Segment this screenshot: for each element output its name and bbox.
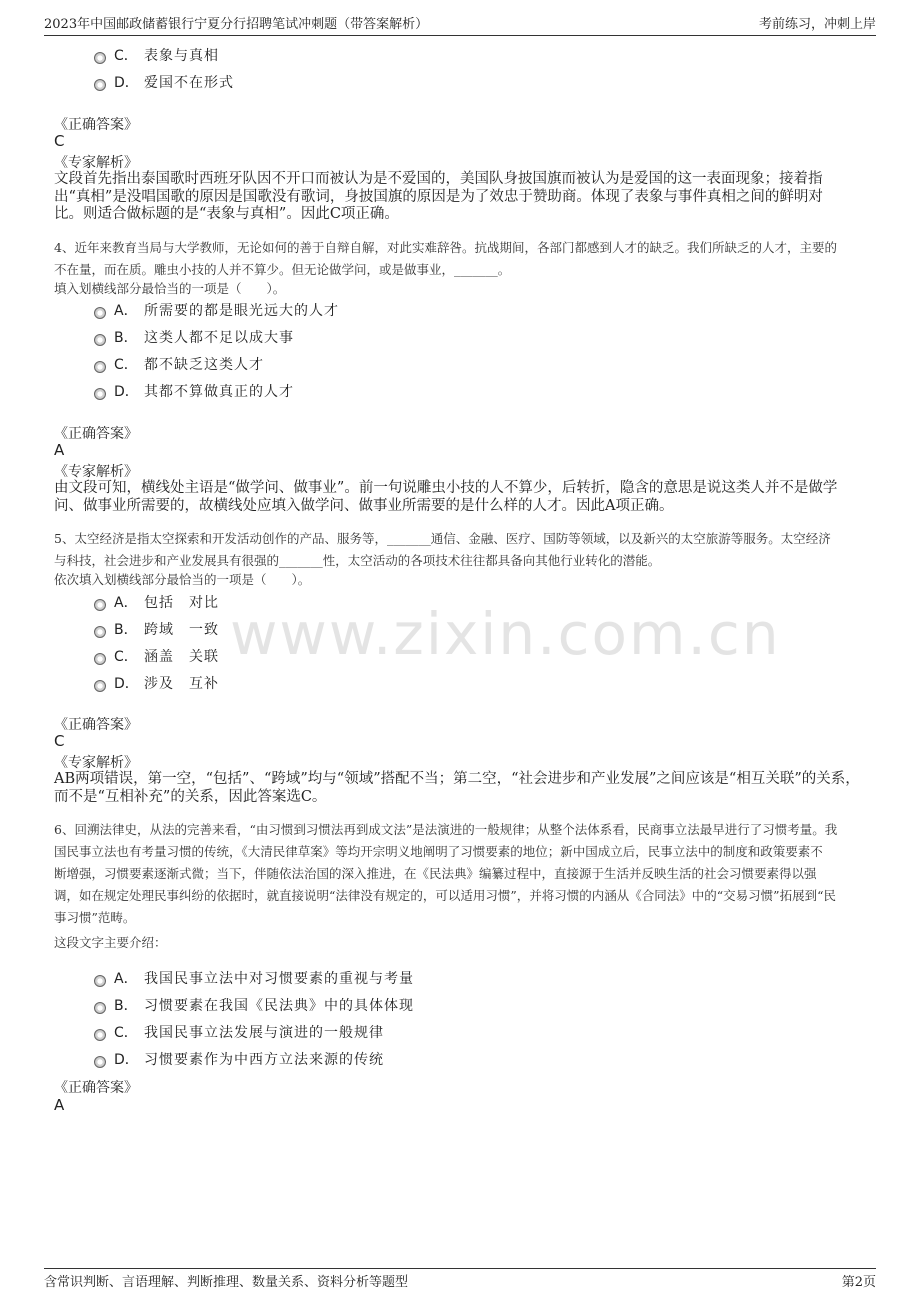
page-header (44, 10, 876, 36)
radio-icon[interactable] (94, 626, 106, 638)
stem-line: 6、回溯法律史，从法的完善来看，“由习惯到习惯法再到成文法”是法演进的一般规律；从整个法体系看，民商事立法最早进行了习惯考量。我 (54, 822, 838, 837)
q6-option-d[interactable]: D． 习惯要素作为中西方立法来源的传统 (94, 1048, 384, 1070)
stem-line: 5、太空经济是指太空探索和开发活动创作的产品、服务等，_______通信、金融、医疗、国防等领域，以及新兴的太空旅游等服务。太空经济 (54, 531, 831, 546)
radio-icon[interactable] (94, 1002, 106, 1014)
q4-option-b[interactable]: B． 这类人都不足以成大事 (94, 326, 294, 348)
q4-answer-value: A (54, 441, 65, 459)
radio-icon[interactable] (94, 307, 106, 319)
q4-option-a[interactable]: A． 所需要的都是眼光远大的人才 (94, 299, 339, 321)
radio-icon[interactable] (94, 975, 106, 987)
q4-option-d[interactable]: D． 其都不算做真正的人才 (94, 380, 294, 402)
q5-option-a[interactable]: A． 包括 对比 (94, 591, 219, 613)
q5-option-c[interactable]: C． 涵盖 关联 (94, 645, 219, 667)
footer-topics: 含常识判断、言语理解、判断推理、数量关系、资料分析等题型 (44, 1275, 409, 1290)
stem-line: 填入划横线部分最恰当的一项是（ ）。 (54, 281, 286, 296)
radio-icon[interactable] (94, 388, 106, 400)
q6-option-b[interactable]: B． 习惯要素在我国《民法典》中的具体体现 (94, 994, 414, 1016)
q3-option-c[interactable]: C． 表象与真相 (94, 44, 219, 66)
q3-option-d[interactable]: D． 爱国不在形式 (94, 71, 234, 93)
header-title: 2023年中国邮政储蓄银行宁夏分行招聘笔试冲刺题（带答案解析） (44, 17, 429, 32)
radio-icon[interactable] (94, 680, 106, 692)
q5-analysis-label: 《专家解析》 (54, 755, 138, 771)
stem-line: 与科技，社会进步和产业发展具有很强的_______性，太空活动的各项技术往往都具备向其他行业转化的潜能。 (54, 553, 661, 568)
q5-answer-label: 《正确答案》 (54, 717, 138, 733)
analysis-line: 问、做事业所需要的，故横线处应填入做学问、做事业所需要的是什么样的人才。因此A项正确。 (54, 497, 674, 514)
q6-prompt: 这段文字主要介绍： (54, 935, 167, 950)
analysis-line: 比。则适合做标题的是“表象与真相”。因此C项正确。 (54, 206, 399, 222)
q3-analysis-label: 《专家解析》 (54, 155, 138, 171)
analysis-line: 由文段可知，横线处主语是“做学问、做事业”。前一句说雕虫小技的人不算少，后转折，隐含的意思是说这类人并不是做学 (54, 480, 838, 496)
radio-icon[interactable] (94, 653, 106, 665)
q6-answer-value: A (54, 1096, 65, 1114)
stem-line: 4、近年来教育当局与大学教师，无论如何的善于自辩自解，对此实难辞咎。抗战期间，各部门都感到人才的缺乏。我们所缺乏的人才，主要的 (54, 240, 837, 255)
q6-option-a[interactable]: A． 我国民事立法中对习惯要素的重视与考量 (94, 967, 414, 989)
q5-answer-value: C (54, 732, 65, 750)
q5-option-b[interactable]: B． 跨域 一致 (94, 618, 219, 640)
radio-icon[interactable] (94, 599, 106, 611)
radio-icon[interactable] (94, 361, 106, 373)
stem-line: 事习惯”范畴。 (54, 910, 136, 925)
q3-answer-value: C (54, 132, 65, 150)
q5-stem (54, 528, 864, 591)
radio-icon[interactable] (94, 79, 106, 91)
stem-line: 国民事立法也有考量习惯的传统，《大清民律草案》等均开宗明义地阐明了习惯要素的地位；新中国成立后，民事立法中的制度和政策要素不 (54, 844, 823, 859)
page-number: 第2页 (841, 1275, 876, 1290)
q6-stem (54, 819, 864, 929)
analysis-line: 而不是“互相补充”的关系，因此答案选C。 (54, 788, 327, 805)
stem-line: 调，如在规定处理民事纠纷的依据时，就直接说明“法律没有规定的，可以适用习惯”，并将习惯的内涵从《合同法》中的“交易习惯”拓展到“民 (54, 888, 836, 903)
q6-answer-label: 《正确答案》 (54, 1080, 138, 1096)
stem-line: 依次填入划横线部分最恰当的一项是（ ）。 (54, 572, 311, 587)
q4-answer-label: 《正确答案》 (54, 426, 138, 442)
q6-option-c[interactable]: C． 我国民事立法发展与演进的一般规律 (94, 1021, 384, 1043)
q4-stem (54, 237, 864, 300)
radio-icon[interactable] (94, 334, 106, 346)
analysis-line: 文段首先指出泰国歌时西班牙队因不开口而被认为是不爱国的，美国队身披国旗而被认为是爱国的这一表面现象；接着指 (54, 171, 823, 187)
page-footer (44, 1268, 876, 1295)
header-slogan: 考前练习，冲刺上岸 (758, 17, 876, 32)
watermark: www.zixin.com.cn (230, 600, 781, 668)
q4-analysis-label: 《专家解析》 (54, 464, 138, 480)
q4-option-c[interactable]: C． 都不缺乏这类人才 (94, 353, 264, 375)
analysis-line: AB两项错误，第一空，“包括”、“跨域”均与“领域”搭配不当；第二空，“社会进步和产业发展”之间应该是“相互关联”的关系， (54, 771, 860, 787)
q5-analysis (54, 771, 864, 806)
q4-analysis (54, 480, 864, 515)
q3-analysis (54, 171, 864, 224)
q3-answer-label: 《正确答案》 (54, 117, 138, 133)
stem-line: 不在量，而在质。雕虫小技的人并不算少。但无论做学问，或是做事业，_______。 (54, 262, 511, 277)
analysis-line: 出“真相”是没唱国歌的原因是国歌没有歌词，身披国旗的原因是为了效忠于赞助商。体现了表象与事件真相之间的鲜明对 (54, 188, 823, 205)
radio-icon[interactable] (94, 52, 106, 64)
q5-option-d[interactable]: D． 涉及 互补 (94, 672, 219, 694)
radio-icon[interactable] (94, 1056, 106, 1068)
stem-line: 断增强，习惯要素逐渐式微；当下，伴随依法治国的深入推进，在《民法典》编纂过程中，直接源于生活并反映生活的社会习惯要素得以强 (54, 866, 817, 881)
radio-icon[interactable] (94, 1029, 106, 1041)
